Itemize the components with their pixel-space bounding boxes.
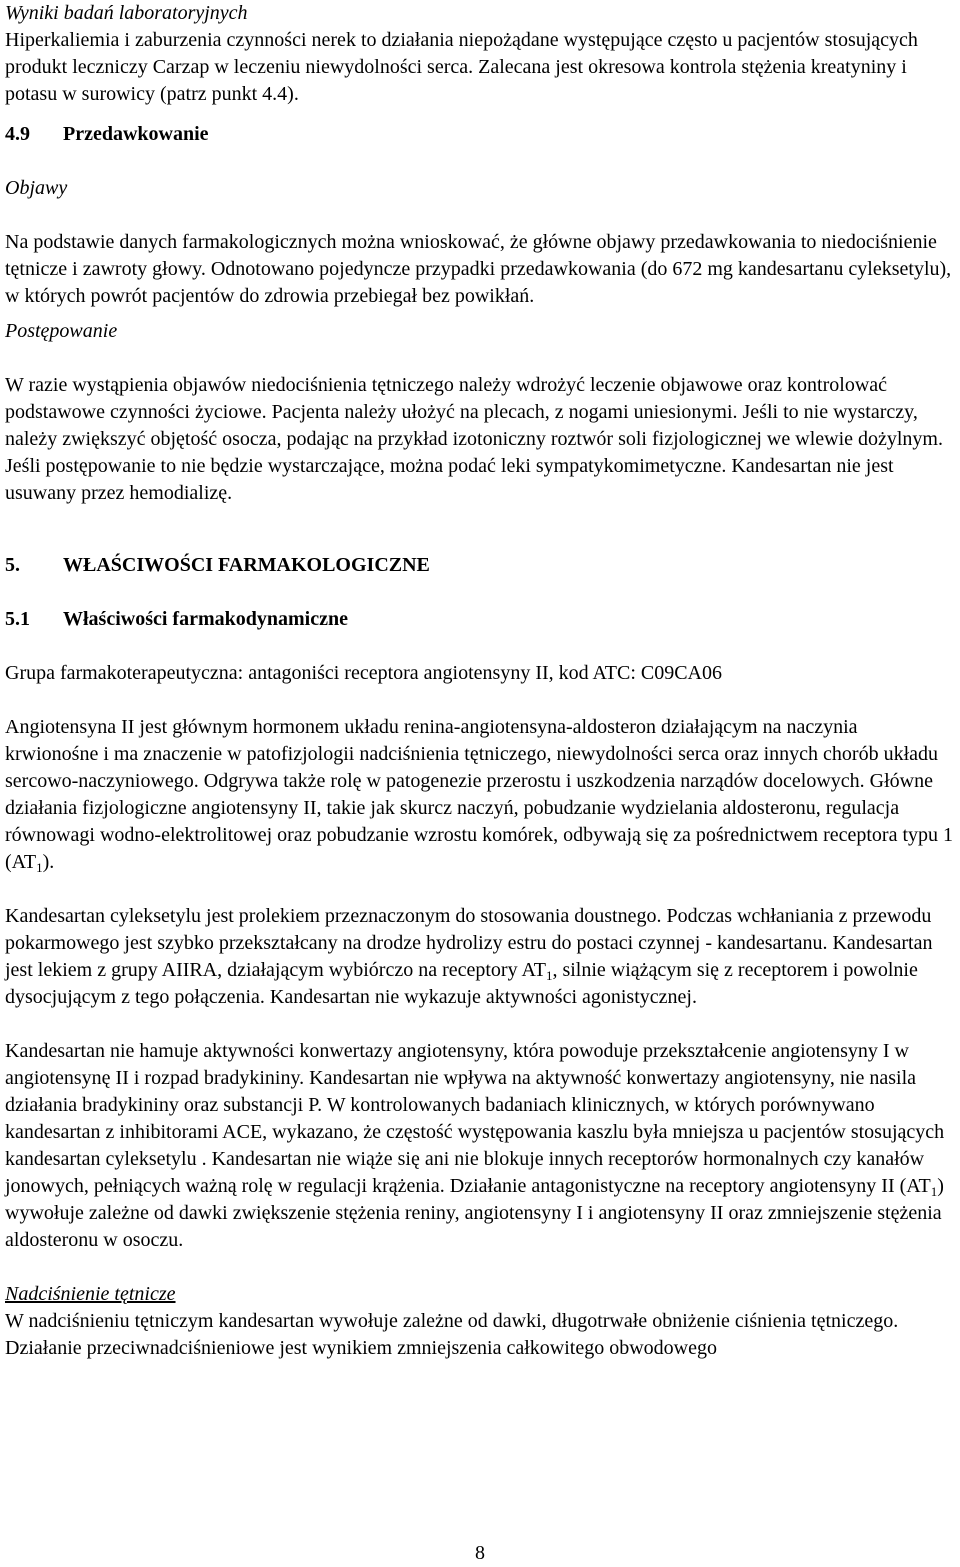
angiotensin-paragraph-end: ). xyxy=(42,851,55,873)
hypertension-heading: Nadciśnienie tętnicze xyxy=(5,1283,176,1305)
section-4-9-number: 4.9 xyxy=(5,123,30,145)
symptoms-heading: Objawy xyxy=(5,177,68,199)
section-5-1-heading xyxy=(5,606,955,633)
subscript-1: 1 xyxy=(930,1184,938,1199)
page-number: 8 xyxy=(475,1542,485,1564)
prodrug-paragraph-text-a: Kandesartan cyleksetylu jest prolekiem przeznaczonym do stosowania doustnego. Podczas wchłaniania z przewodu pokarmowego jest szybko przekształcany na drodze hydrolizy estru do postaci czynnej - kandesartanu. Kandesartan jest lekiem z grupy AIIRA, działającym wybiórczo na receptory AT xyxy=(5,905,933,981)
management-text: W razie wystąpienia objawów niedociśnienia tętniczego należy wdrożyć leczenie objawowe oraz kontrolować podstawowe czynności życiowe. Pacjenta należy ułożyć na plecach, z nogami uniesionymi. Jeśli to nie wystarczy, należy zwiększyć objętość osocza, podając na przykład izotoniczny roztwór soli fizjologicznej we wlewie dożylnym. Jeśli postępowanie to nie będzie wystarczające, można podać leki sympatykomimetyczne. Kandesartan nie jest usuwany przez hemodializę. xyxy=(5,374,943,504)
section-5-1-title: Właściwości farmakodynamiczne xyxy=(63,608,348,630)
pharmacotherapeutic-group: Grupa farmakoterapeutyczna: antagoniści receptora angiotensyny II, kod ATC: C09CA06 xyxy=(5,662,723,684)
section-4-9-title: Przedawkowanie xyxy=(63,123,209,145)
section-5-heading xyxy=(5,552,955,579)
lab-results-text: Hiperkaliemia i zaburzenia czynności nerek to działania niepożądane występujące często u pacjentów stosujących produkt leczniczy Carzap w leczeniu niewydolności serca. Zalecana jest okresowa kontrola stężenia kreatyniny i potasu w surowicy (patrz punkt 4.4). xyxy=(5,29,918,105)
ace-paragraph-text-a: Kandesartan nie hamuje aktywności konwertazy angiotensyny, która powoduje przekształcenie angiotensyny I w angiotensynę II i rozpad bradykininy. Kandesartan nie wpływa na aktywność konwertazy angiotensyny, nie nasila działania bradykininy oraz substancji P. W kontrolowanych badaniach klinicznych, w których porównywano kandesartan z inhibitorami ACE, wykazano, że częstość występowania kaszlu była mniejsza u pacjentów stosujących kandesartan cyleksetylu . Kandesartan nie wiąże się ani nie blokuje innych receptorów hormonalnych czy kanałów jonowych, pełniących ważną rolę w regulacji krążenia. Działanie antagonistyczne na receptory angiotensyny II (AT xyxy=(5,1040,945,1197)
ace-paragraph xyxy=(5,1038,955,1254)
angiotensin-paragraph-text: Angiotensyna II jest głównym hormonem układu renina-angiotensyna-aldosteron działającym na naczynia krwionośne i ma znaczenie w patofizjologii nadciśnienia tętniczego, niewydolności serca oraz innych chorób układu sercowo-naczyniowego. Odgrywa także rolę w patogenezie przerostu i uszkodzenia narządów docelowych. Główne działania fizjologiczne angiotensyny II, takie jak skurcz naczyń, pobudzanie wydzielania aldosteronu, regulacja równowagi wodno-elektrolitowej oraz pobudzanie wzrostu komórek, odbywają się za pośrednictwem receptora typu 1 (AT xyxy=(5,716,954,873)
section-5-1-number: 5.1 xyxy=(5,608,30,630)
prodrug-paragraph-text-b: , silnie wiążącym się z receptorem i powolnie dysocjującym z tego połączenia. Kandesartan nie wykazuje aktywności agonistycznej. xyxy=(5,959,918,1008)
ace-paragraph-text-b: ) wywołuje zależne od dawki zwiększenie stężenia reniny, angiotensyny I i angiotensyny II oraz zmniejszenie stężenia aldosteronu w osoczu. xyxy=(5,1175,944,1251)
section-5-number: 5. xyxy=(5,554,20,576)
symptoms-text: Na podstawie danych farmakologicznych można wnioskować, że główne objawy przedawkowania to niedociśnienie tętnicze i zawroty głowy. Odnotowano pojedyncze przypadki przedawkowania (do 672 mg kandesartanu cyleksetylu), w których powrót pacjentów do zdrowia przebiegał bez powikłań. xyxy=(5,231,952,307)
management-heading: Postępowanie xyxy=(5,320,118,342)
prodrug-paragraph xyxy=(5,903,955,1011)
section-5-title: WŁAŚCIWOŚCI FARMAKOLOGICZNE xyxy=(63,554,430,576)
document-page xyxy=(5,0,955,1362)
section-4-9-heading xyxy=(5,121,955,148)
angiotensin-paragraph xyxy=(5,714,955,876)
subscript-1: 1 xyxy=(545,968,553,983)
subscript-1: 1 xyxy=(36,860,43,875)
lab-results-heading: Wyniki badań laboratoryjnych xyxy=(5,2,248,24)
hypertension-text: W nadciśnieniu tętniczym kandesartan wywołuje zależne od dawki, długotrwałe obniżenie ciśnienia tętniczego. Działanie przeciwnadciśnieniowe jest wynikiem zmniejszenia całkowitego obwodowego xyxy=(5,1310,899,1359)
